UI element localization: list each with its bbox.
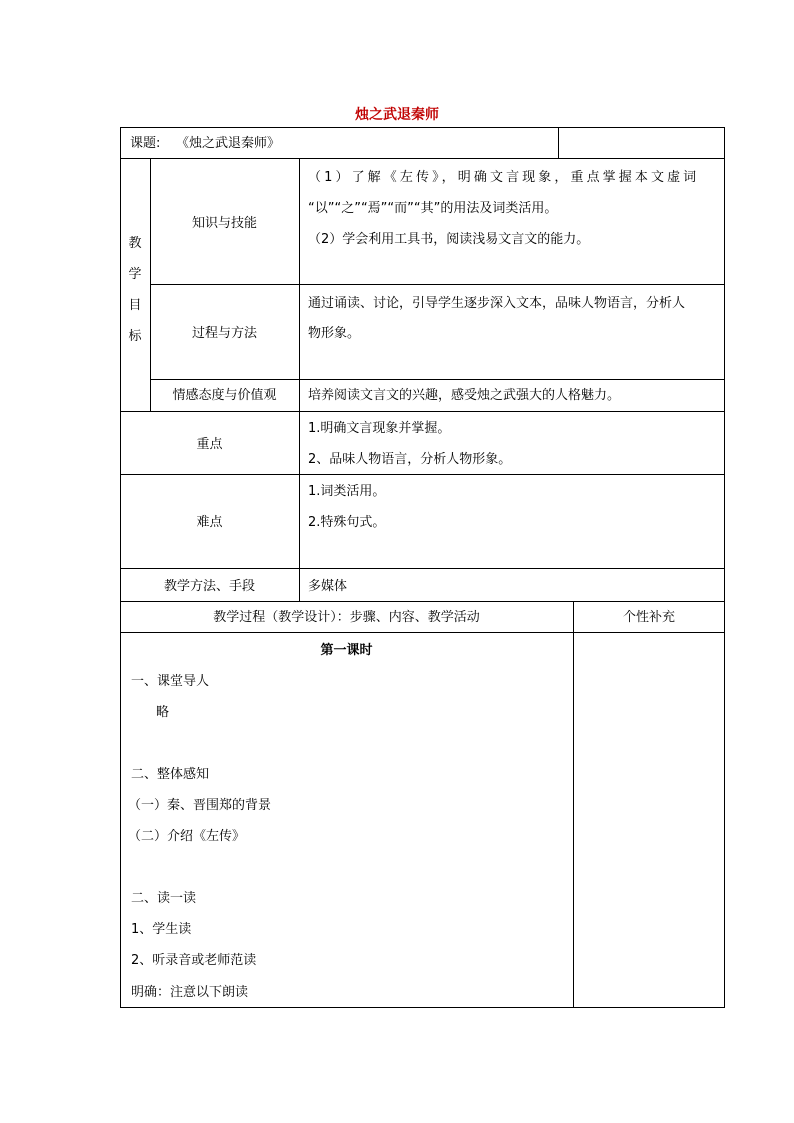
difficulty-line: 1.词类活用。	[308, 484, 386, 499]
row-divider	[120, 411, 725, 412]
goals-label-char: 标	[128, 329, 142, 344]
process-line: 二、整体感知	[131, 767, 210, 782]
process-line: 2、听录音或老师范读	[131, 953, 257, 968]
process-line: 一、课堂导人	[131, 674, 210, 689]
key-point-line: 1.明确文言现象并掌握。	[308, 421, 451, 436]
row-divider	[120, 568, 725, 569]
column-divider	[573, 601, 574, 1008]
goals-vertical-label	[125, 228, 145, 352]
row-divider	[150, 284, 725, 285]
knowledge-label: 知识与技能	[191, 216, 257, 231]
process-line: 二、读一读	[131, 891, 197, 906]
process-line: （二）介绍《左传》	[128, 829, 246, 844]
row-divider	[150, 379, 725, 380]
row-divider	[120, 601, 725, 602]
row-divider	[120, 474, 725, 475]
process-line: 通过诵读、讨论，引导学生逐步深入文本，品味人物语言，分析人	[308, 296, 686, 311]
lesson-title: 《烛之武退秦师》	[176, 136, 281, 151]
emotion-text: 培养阅读文言文的兴趣，感受烛之武强大的人格魅力。	[308, 388, 621, 403]
process-line: 1、学生读	[131, 922, 192, 937]
column-divider	[299, 158, 300, 601]
methods-label: 教学方法、手段	[163, 579, 255, 594]
goals-label-char: 目	[128, 298, 142, 313]
methods-value: 多媒体	[308, 579, 348, 594]
knowledge-line: （1）了解《左传》，明确文言现象，重点掌握本文虚词	[308, 170, 700, 185]
key-points-label: 重点	[196, 437, 223, 452]
knowledge-line: “以”“之”“焉”“而”“其”的用法及词类活用。	[308, 201, 558, 216]
column-divider	[558, 127, 559, 158]
difficulties-label: 难点	[196, 515, 223, 530]
key-point-line: 2、品味人物语言，分析人物形象。	[308, 452, 512, 467]
row-divider	[120, 158, 725, 159]
process-header-right: 个性补充	[622, 610, 675, 625]
process-line: （一）秦、晋围郑的背景	[128, 798, 272, 813]
process-header-left: 教学过程（教学设计）：步骤、内容、教学活动	[213, 610, 480, 625]
process-line: 略	[156, 705, 170, 720]
goals-label-char: 学	[128, 267, 142, 282]
process-line: 明确：注意以下朗读	[131, 985, 249, 1000]
goals-label-char: 教	[128, 236, 142, 251]
session-title: 第一课时	[320, 643, 373, 658]
lesson-label: 课题:	[130, 136, 161, 151]
knowledge-line: （2）学会利用工具书，阅读浅易文言文的能力。	[308, 232, 590, 247]
column-divider	[150, 158, 151, 411]
process-line: 物形象。	[308, 326, 361, 341]
process-label: 过程与方法	[191, 326, 257, 341]
difficulty-line: 2.特殊句式。	[308, 515, 386, 530]
document-title: 烛之武退秦师	[355, 107, 439, 123]
emotion-label: 情感态度与价值观	[172, 388, 277, 403]
row-divider	[120, 632, 725, 633]
